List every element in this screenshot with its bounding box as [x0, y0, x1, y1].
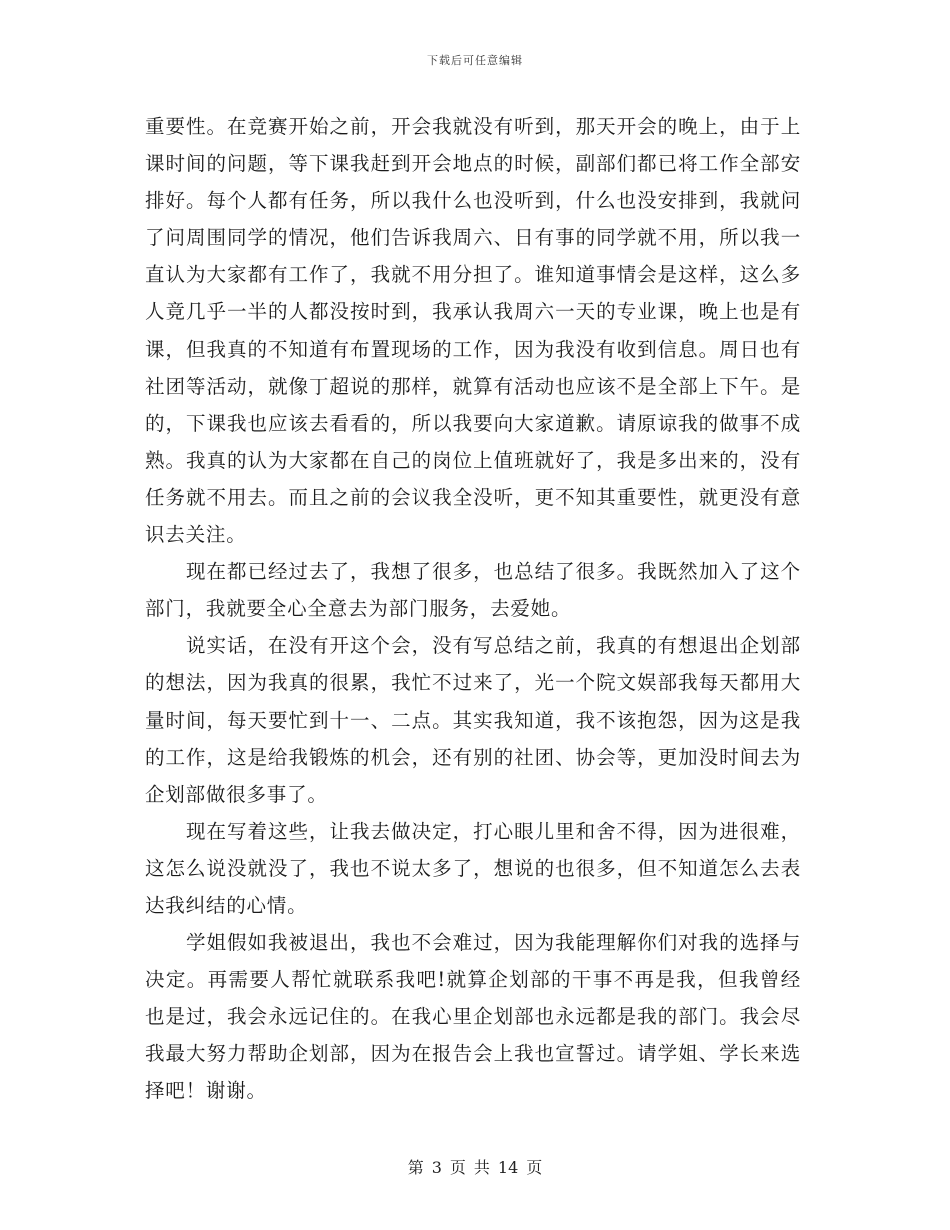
- paragraph-5: 学姐假如我被退出，我也不会难过，因为我能理解你们对我的选择与决定。再需要人帮忙就联系我吧!就算企划部的干事不再是我，但我曾经也是过，我会永远记住的。在我心里企划部也永远都是我的部门。我会尽我最大努力帮助企划部，因为在报告会上我也宣誓过。请学姐、学长来选择吧！谢谢。: [145, 931, 801, 1103]
- paragraph-2: 现在都已经过去了，我想了很多，也总结了很多。我既然加入了这个部门，我就要全心全意去为部门服务，去爱她。: [145, 560, 801, 621]
- total-prefix: 共: [473, 1158, 490, 1177]
- page-total: 14: [497, 1158, 519, 1177]
- document-body: [145, 108, 801, 1110]
- total-unit: 页: [526, 1158, 543, 1177]
- footer-prefix: 第: [407, 1158, 424, 1177]
- paragraph-3: 说实话，在没有开这个会，没有写总结之前，我真的有想退出企划部的想法，因为我真的很累，我忙不过来了，光一个院文娱部我每天都用大量时间，每天要忙到十一、二点。其实我知道，我不该抱怨，因为这是我的工作，这是给我锻炼的机会，还有别的社团、协会等，更加没时间去为企划部做很多事了。: [145, 634, 801, 806]
- paragraph-1: 重要性。在竞赛开始之前，开会我就没有听到，那天开会的晚上，由于上课时间的问题，等下课我赶到开会地点的时候，副部们都已将工作全部安排好。每个人都有任务，所以我什么也没听到，什么也没安排到，我就问了问周围同学的情况，他们告诉我周六、日有事的同学就不用，所以我一直认为大家都有工作了，我就不用分担了。谁知道事情会是这样，这么多人竟几乎一半的人都没按时到，我承认我周六一天的专业课，晚上也是有课，但我真的不知道有布置现场的工作，因为我没有收到信息。周日也有社团等活动，就像丁超说的那样，就算有活动也应该不是全部上下午。是的，下课我也应该去看看的，所以我要向大家道歉。请原谅我的做事不成熟。我真的认为大家都在自己的岗位上值班就好了，我是多出来的，没有任务就不用去。而且之前的会议我全没听，更不知其重要性，就更没有意识去关注。: [145, 115, 801, 547]
- page-footer: [0, 1155, 950, 1178]
- page-header: 下载后可任意编辑: [427, 54, 523, 67]
- page-number: 3: [431, 1158, 442, 1177]
- page-unit: 页: [449, 1158, 466, 1177]
- paragraph-4: 现在写着这些，让我去做决定，打心眼儿里和舍不得，因为进很难，这怎么说没就没了，我也不说太多了，想说的也很多，但不知道怎么去表达我纠结的心情。: [145, 819, 801, 917]
